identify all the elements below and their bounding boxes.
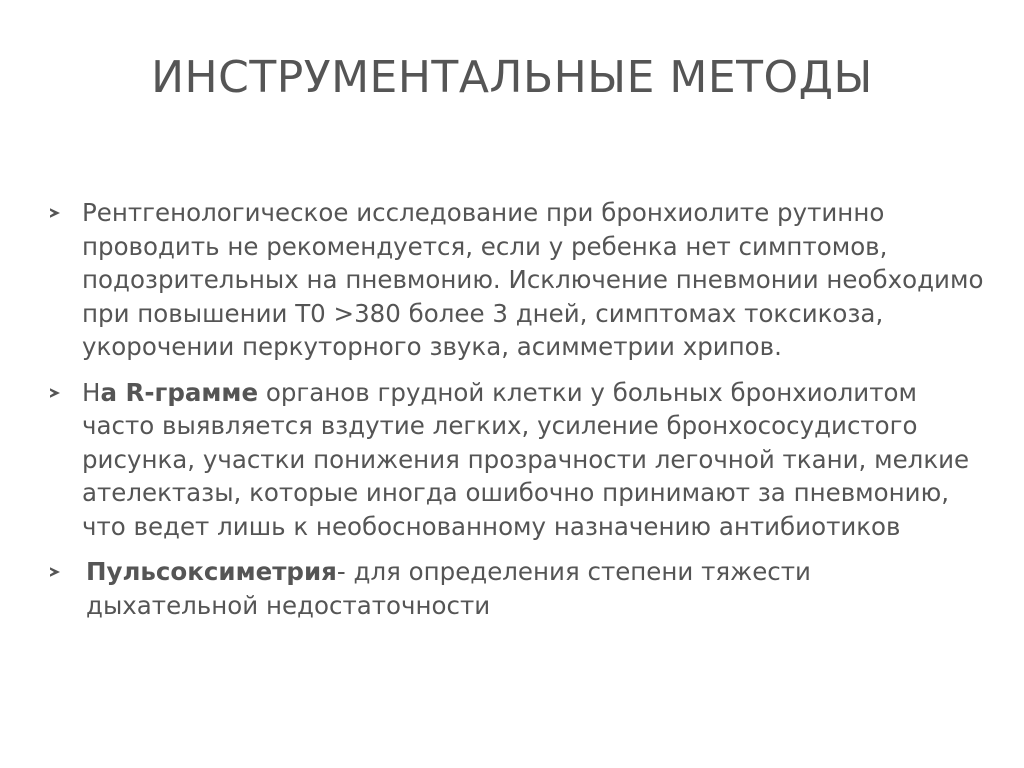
bullet-prefix: Н [82, 377, 101, 407]
bullet-item-xray [50, 196, 990, 364]
slide-title: ИНСТРУМЕНТАЛЬНЫЕ МЕТОДЫ [151, 52, 873, 103]
bullet-item-r-gram [50, 376, 990, 544]
bullet-list [50, 196, 990, 634]
bullet-bold-term: а R-грамме [100, 377, 259, 407]
arrow-bullet-icon [50, 208, 60, 218]
arrow-bullet-icon [50, 388, 60, 398]
bullet-item-pulse-oximetry [50, 555, 990, 622]
bullet-bold-term: Пульсоксиметрия [86, 557, 337, 586]
bullet-text: - для определения степени тяжести дыхательной недостаточности [86, 557, 811, 620]
arrow-bullet-icon [50, 567, 60, 577]
bullet-text: органов грудной клетки у больных бронхиолитом часто выявляется вздутие легких, усиление бронхососудистого рисунка, участки понижения прозрачности легочной ткани, мелкие ателектазы, которые иногда ошибочно принимают за пневмонию, что ведет лишь к необоснованному назначению антибиотиков [82, 377, 970, 541]
bullet-text: Рентгенологическое исследование при бронхиолите рутинно проводить не рекомендуется, если у ребенка нет симптомов, подозрительных на пневмонию. Исключение пневмонии необходимо при повышении Т0 >380 более 3 дней, симптомах токсикоза, укорочении перкуторного звука, асимметрии хрипов. [82, 198, 984, 361]
